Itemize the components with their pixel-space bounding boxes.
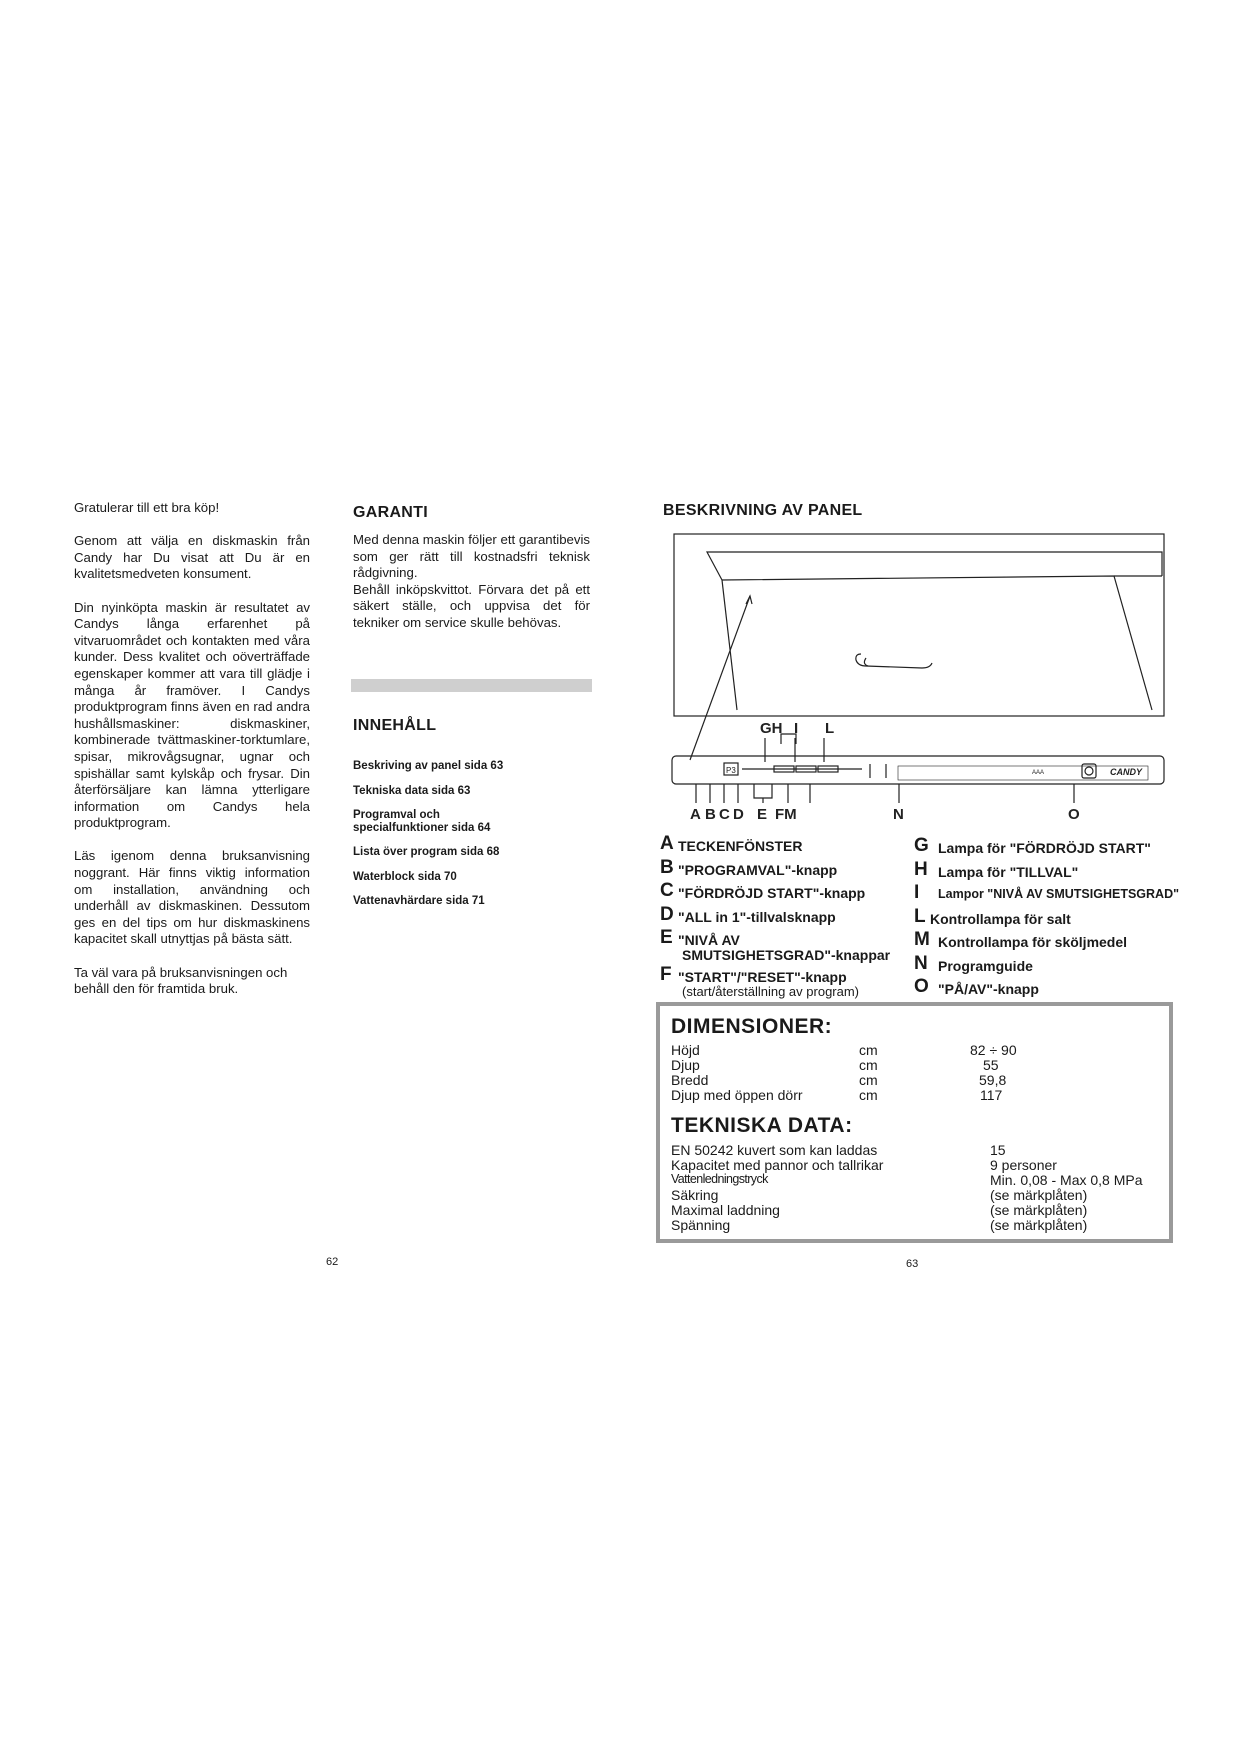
technical-label: Kapacitet med pannor och tallrikar — [671, 1157, 884, 1173]
dimension-value: 59,8 — [979, 1072, 1007, 1088]
callout-d: D — [733, 806, 744, 823]
technical-label: Säkring — [671, 1187, 719, 1203]
display-text: P3 — [726, 766, 736, 775]
dimension-unit: cm — [859, 1087, 878, 1103]
legend-right — [914, 835, 1184, 1003]
callout-b: B — [705, 806, 716, 823]
dimension-value: 55 — [983, 1057, 999, 1073]
door-outline — [674, 534, 1164, 716]
callout-c: C — [719, 806, 730, 823]
technical-label: Spänning — [671, 1217, 731, 1233]
dimension-unit: cm — [859, 1072, 878, 1088]
panel-diagram — [662, 528, 1172, 828]
technical-label: EN 50242 kuvert som kan laddas — [671, 1142, 878, 1158]
technical-value: 15 — [990, 1142, 1006, 1158]
spec-box — [656, 1002, 1173, 1243]
dimension-label: Höjd — [671, 1042, 700, 1058]
innehall-heading: INNEHÅLL — [353, 717, 437, 734]
technical-value: (se märkplåten) — [990, 1187, 1088, 1203]
dimension-label: Bredd — [671, 1072, 709, 1088]
callout-o: O — [1068, 806, 1080, 823]
technical-heading: TEKNISKA DATA: — [671, 1114, 853, 1137]
callout-i: I — [794, 720, 799, 737]
section-divider-bar — [351, 679, 592, 692]
dimension-label: Djup — [671, 1057, 700, 1073]
page-number-left: 62 — [326, 1256, 339, 1268]
dimension-value: 117 — [980, 1087, 1003, 1103]
legend-item: L Kontrollampa för salt — [914, 905, 1071, 927]
dimension-unit: cm — [859, 1057, 878, 1073]
brand-logo: CANDY — [1110, 767, 1143, 777]
garanti-heading: GARANTI — [353, 504, 428, 521]
legend-item: D "ALL in 1"-tillvalsknapp — [660, 903, 836, 925]
intro-paragraph-3: Din nyinköpta maskin är resultatet av Candys långa erfarenhet på vitvaruområdet och kontakten med våra kunder. Dess kvalitet och oöverträffade egenskaper kommer att vara till glädje i många år framöver. I Candys produktprogram finns även en rad andra hushållsmaskiner: diskmaskiner, kombinerade tvättmaskiner-torktumlare, spisar, mikrovågsugnar, ugnar och spishällar samt kylskåp och frysar. Din återförsäljare kan lämna ytterligare information om Candys hela produktprogram. — [74, 599, 310, 831]
technical-value: (se märkplåten) — [990, 1217, 1088, 1233]
technical-value: (se märkplåten) — [990, 1202, 1088, 1218]
callout-fm: FM — [775, 806, 797, 823]
dimensions-heading: DIMENSIONER: — [671, 1015, 833, 1038]
intro-text — [74, 500, 310, 1014]
technical-label: Maximal laddning — [671, 1202, 780, 1218]
legend-item: A TECKENFÖNSTER — [660, 833, 803, 854]
contents-item[interactable]: Vattenavhärdare sida 71 — [353, 895, 485, 907]
intro-paragraph-5: Ta väl vara på bruksanvisningen och behåll den för framtida bruk. — [74, 964, 288, 997]
contents-item[interactable]: Beskriving av panel sida 63 — [353, 760, 504, 772]
callout-a: A — [690, 806, 701, 823]
legend-left — [660, 833, 900, 999]
contents-item[interactable]: Lista över program sida 68 — [353, 846, 500, 858]
callout-e: E — [757, 806, 768, 823]
contents-item[interactable]: Programval och specialfunktioner sida 64 — [353, 809, 491, 834]
legend-item: F "START"/"RESET"-knapp (start/återställning av program) — [660, 964, 860, 999]
legend-item: B "PROGRAMVAL"-knapp — [660, 856, 838, 878]
panel-heading: BESKRIVNING AV PANEL — [663, 502, 863, 519]
intro-paragraph-1: Gratulerar till ett bra köp! — [74, 500, 220, 515]
energy-label: AAA — [1032, 770, 1045, 776]
garanti-text — [353, 532, 590, 632]
callout-n: N — [893, 806, 904, 823]
callout-gh: GH — [760, 720, 783, 737]
technical-value: 9 personer — [990, 1157, 1057, 1173]
dimension-value: 82 ÷ 90 — [970, 1042, 1017, 1058]
contents-item[interactable]: Waterblock sida 70 — [353, 870, 457, 883]
contents-item[interactable]: Tekniska data sida 63 — [353, 784, 471, 797]
legend-item: C "FÖRDRÖJD START"-knapp — [660, 880, 866, 901]
callout-l: L — [825, 720, 835, 737]
legend-item: O "PÅ/AV"-knapp — [914, 976, 1039, 997]
legend-item: I Lampor "NIVÅ AV SMUTSIGHETSGRAD" — [914, 882, 1180, 903]
legend-item: G Lampa för "FÖRDRÖJD START" — [914, 835, 1151, 856]
dimension-label: Djup med öppen dörr — [671, 1087, 803, 1103]
intro-paragraph-4: Läs igenom denna bruksanvisning noggrant. Här finns viktig information om installation, användning och underhåll av diskmaskinen. Dessutom ges en del tips om hur diskmaskinens kapacitet skall utnyttjas på bästa sätt. — [74, 848, 310, 947]
legend-item: E "NIVÅ AV SMUTSIGHETSGRAD"-knappar — [660, 927, 891, 963]
legend-item: H Lampa för "TILLVAL" — [914, 858, 1079, 880]
contents-list — [353, 760, 553, 920]
legend-item: M Kontrollampa för sköljmedel — [914, 929, 1128, 950]
garanti-paragraph-1: Med denna maskin följer ett garantibevis som ger rätt till kostnadsfri teknisk rådgivning. — [353, 532, 590, 581]
legend-item: N Programguide — [914, 952, 1033, 974]
page-number-right: 63 — [906, 1258, 919, 1270]
dimension-unit: cm — [859, 1042, 878, 1058]
technical-label: Vattenledningstryck — [671, 1172, 768, 1186]
intro-paragraph-2: Genom att välja en diskmaskin från Candy har Du visat att Du är en kvalitetsmedveten konsument. — [74, 533, 310, 582]
garanti-paragraph-2: Behåll inköpskvittot. Förvara det på ett säkert ställe, och uppvisa det för tekniker om service skulle behövas. — [353, 581, 590, 630]
technical-value: Min. 0,08 - Max 0,8 MPa — [990, 1172, 1143, 1188]
callout-leader-line — [690, 596, 750, 760]
